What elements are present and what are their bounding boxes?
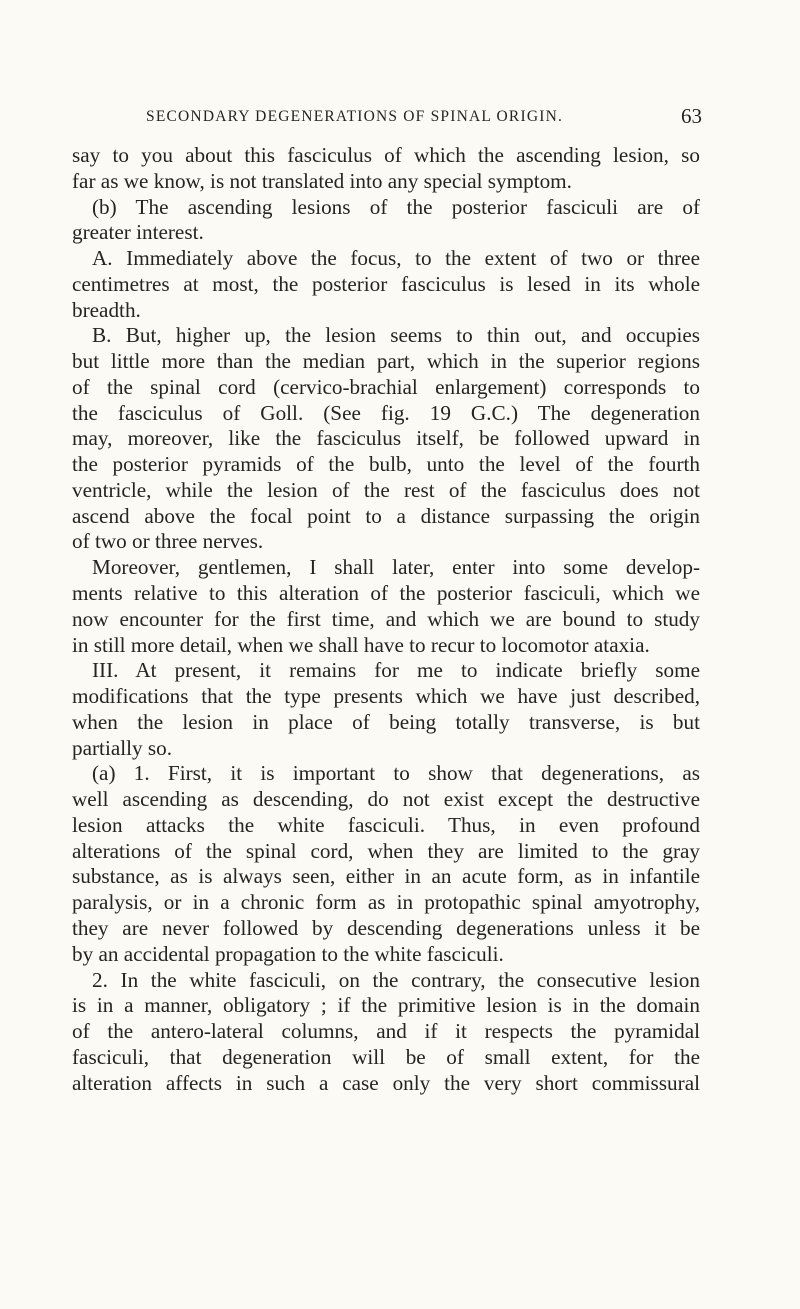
text-line: alteration affects in such a case only the very short commissural <box>72 1070 700 1095</box>
text-line: Moreover, gentlemen, I shall later, enter into some develop- <box>92 555 700 580</box>
text-line: lesion attacks the white fasciculi. Thus, in even profound <box>72 812 700 837</box>
text-line: substance, as is always seen, either in an acute form, as in infantile <box>72 864 700 889</box>
text-line: centimetres at most, the posterior fasciculus is lesed in its whole <box>72 271 700 296</box>
text-line: A. Immediately above the focus, to the extent of two or three <box>92 246 700 271</box>
text-line: now encounter for the first time, and which we are bound to study <box>72 606 700 631</box>
body-text <box>72 143 700 1096</box>
text-line: modifications that the type presents which we have just described, <box>72 684 700 709</box>
text-line: is in a manner, obligatory ; if the primitive lesion is in the domain <box>72 993 700 1018</box>
text-line: the fasciculus of Goll. (See fig. 19 G.C.) The degeneration <box>72 400 700 425</box>
text-line: fasciculi, that degeneration will be of small extent, for the <box>72 1044 700 1069</box>
text-line: breadth. <box>72 297 141 322</box>
text-line: of two or three nerves. <box>72 529 264 554</box>
text-line: of the spinal cord (cervico-brachial enlargement) corresponds to <box>72 374 700 399</box>
text-line: well ascending as descending, do not exist except the destructive <box>72 787 700 812</box>
text-line: (b) The ascending lesions of the posterior fasciculi are of <box>92 194 700 219</box>
text-line: by an accidental propagation to the white fasciculi. <box>72 941 504 966</box>
text-line: but little more than the median part, which in the superior regions <box>72 349 700 374</box>
text-line: when the lesion in place of being totally transverse, is but <box>72 709 700 734</box>
text-line: the posterior pyramids of the bulb, unto the level of the fourth <box>72 452 700 477</box>
text-line: paralysis, or in a chronic form as in protopathic spinal amyotrophy, <box>72 890 700 915</box>
text-line: ascend above the focal point to a distance surpassing the origin <box>72 503 700 528</box>
text-line: (a) 1. First, it is important to show that degenerations, as <box>92 761 700 786</box>
text-line: greater interest. <box>72 220 204 245</box>
text-line: ventricle, while the lesion of the rest of the fasciculus does not <box>72 477 700 502</box>
page-header <box>146 104 702 134</box>
text-line: in still more detail, when we shall have to recur to locomotor ataxia. <box>72 632 650 657</box>
text-line: say to you about this fasciculus of which the ascending lesion, so <box>72 143 700 167</box>
text-line: they are never followed by descending degenerations unless it be <box>72 915 700 940</box>
text-line: of the antero-lateral columns, and if it respects the pyramidal <box>72 1019 700 1044</box>
text-line: may, moreover, like the fasciculus itself, be followed upward in <box>72 426 700 451</box>
running-head: SECONDARY DEGENERATIONS OF SPINAL ORIGIN. <box>146 108 564 125</box>
text-line: B. But, higher up, the lesion seems to thin out, and occupies <box>92 323 700 348</box>
text-line: far as we know, is not translated into any special symptom. <box>72 168 572 193</box>
text-line: partially so. <box>72 735 173 760</box>
page-number: 63 <box>681 104 702 128</box>
text-line: III. At present, it remains for me to indicate briefly some <box>92 658 700 683</box>
text-line: 2. In the white fasciculi, on the contrary, the consecutive lesion <box>92 967 700 992</box>
text-line: alterations of the spinal cord, when they are limited to the gray <box>72 838 700 863</box>
text-line: ments relative to this alteration of the posterior fasciculi, which we <box>72 581 700 606</box>
